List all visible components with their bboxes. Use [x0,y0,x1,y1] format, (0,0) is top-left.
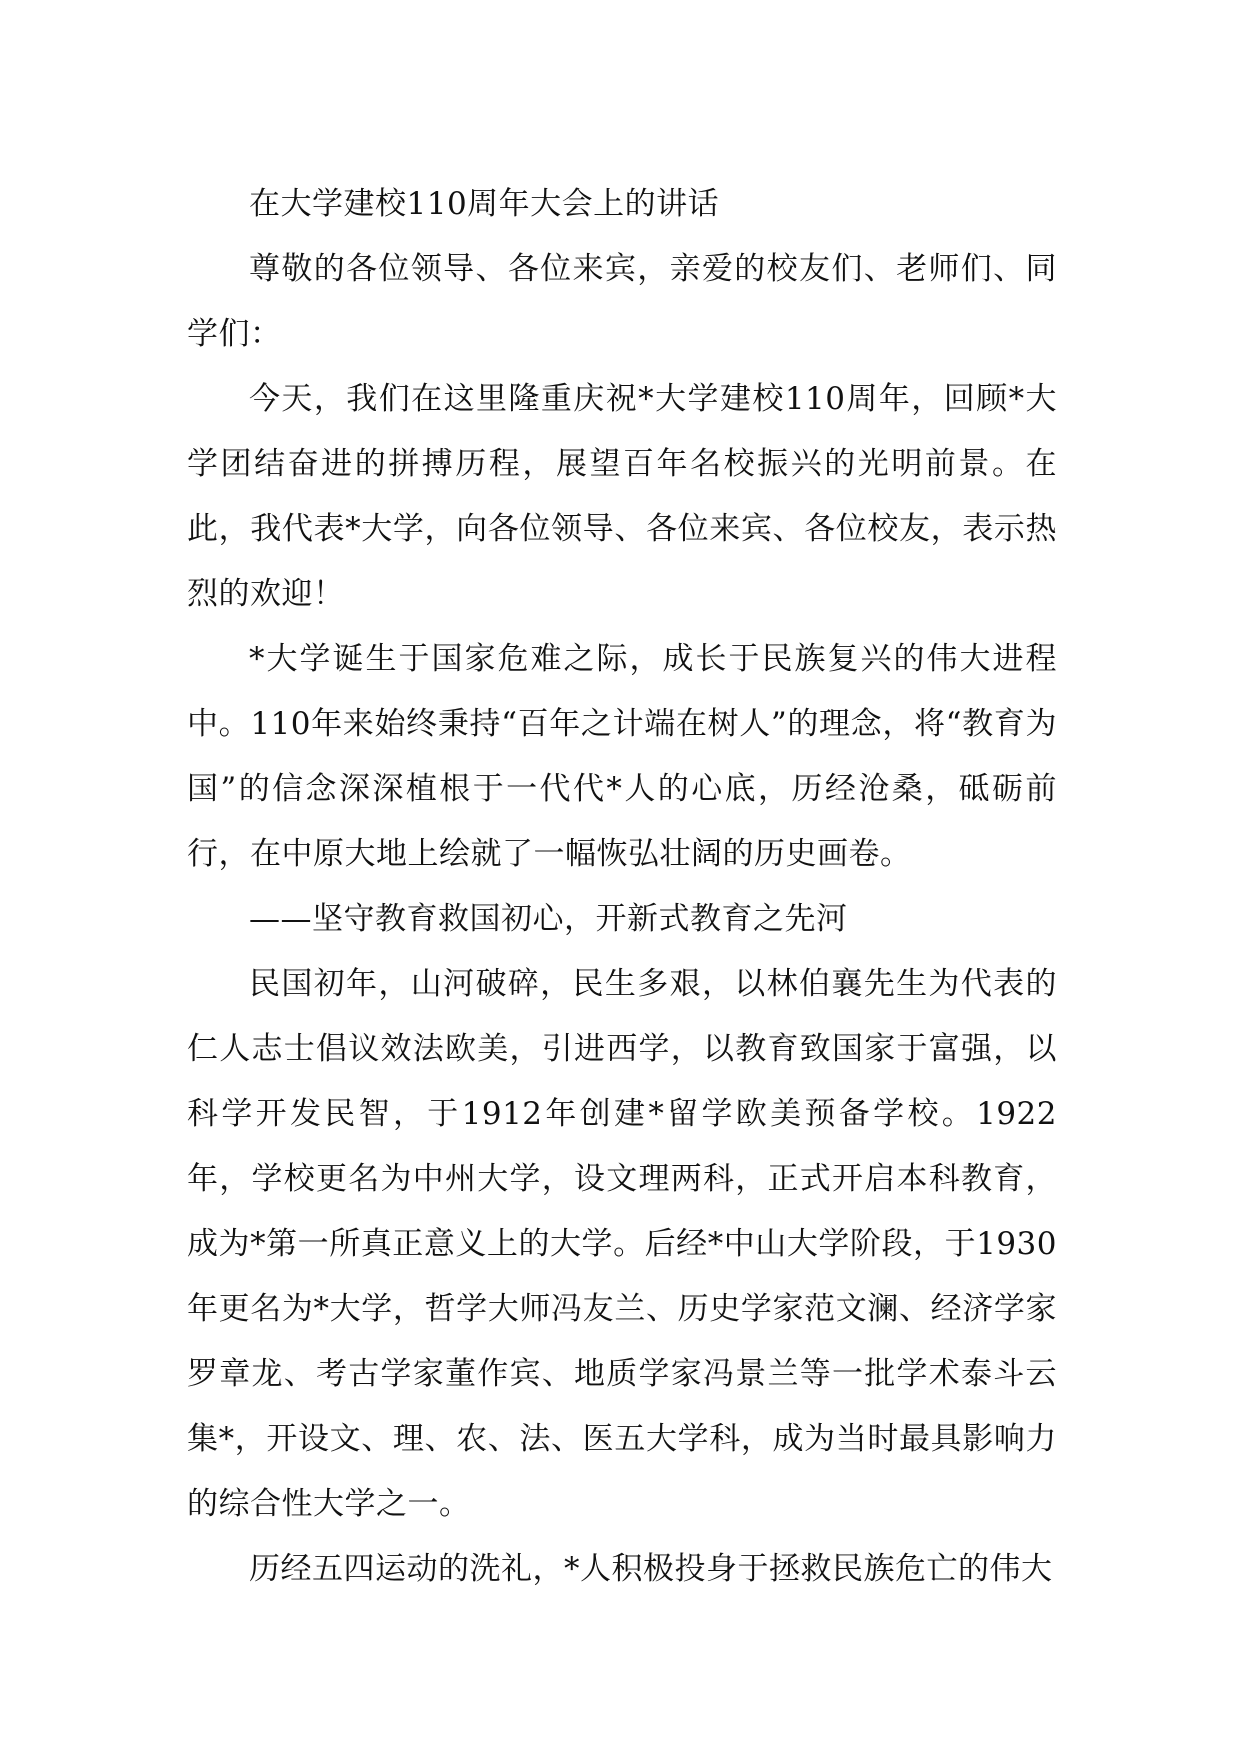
founding-history-paragraph: 民国初年，山河破碎，民生多艰，以林伯襄先生为代表的仁人志士倡议效法欧美，引进西学，以教育致国家于富强，以科学开发民智，于1912年创建*留学欧美预备学校。1922年，学校更名为中州大学，设文理两科，正式开启本科教育，成为*第一所真正意义上的大学。后经*中山大学阶段，于1930年更名为*大学，哲学大师冯友兰、历史学家范文澜、经济学家罗章龙、考古学家董作宾、地质学家冯景兰等一批学术泰斗云集*，开设文、理、农、法、医五大学科，成为当时最具影响力的综合性大学之一。 [187,966,1057,1522]
may-fourth-paragraph: 历经五四运动的洗礼，*人积极投身于拯救民族危亡的伟大 [249,1551,1053,1587]
salutation-paragraph: 尊敬的各位领导、各位来宾，亲爱的校友们、老师们、同学们： [187,251,1057,352]
document-title: 在大学建校110周年大会上的讲话 [249,186,720,222]
section-heading: ——坚守教育救国初心，开新式教育之先河 [249,901,848,937]
welcome-paragraph: 今天，我们在这里隆重庆祝*大学建校110周年，回顾*大学团结奋进的拼搏历程，展望百年名校振兴的光明前景。在此，我代表*大学，向各位领导、各位来宾、各位校友，表示热烈的欢迎！ [187,381,1057,612]
history-intro-paragraph: *大学诞生于国家危难之际，成长于民族复兴的伟大进程中。110年来始终秉持“百年之计端在树人”的理念，将“教育为国”的信念深深植根于一代代*人的心底，历经沧桑，砥砺前行，在中原大地上绘就了一幅恢弘壮阔的历史画卷。 [187,641,1057,872]
document-body [187,172,1057,1602]
